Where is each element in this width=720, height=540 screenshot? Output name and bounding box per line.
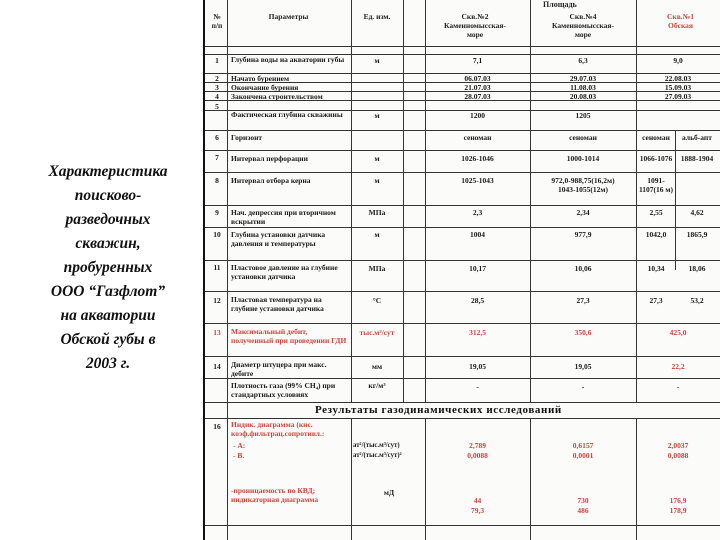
table-rule: [205, 378, 720, 379]
row-value-well1: 9,0: [673, 56, 683, 65]
row-number: 3: [215, 83, 219, 92]
row-value-well1: 176,9: [669, 496, 687, 505]
header-well2: Скв.№2 Каменномысская- море: [444, 12, 506, 39]
row-unit: °С: [372, 296, 382, 305]
row-value-well1-a: 1091-1107(16 м): [638, 176, 674, 194]
row-value-well4: 0,0001: [572, 451, 594, 460]
row-number: 2: [215, 74, 219, 83]
frame-line: [203, 0, 205, 540]
row-value-well1: 22.08.03: [664, 74, 692, 83]
row-unit-a: ат²/(тыс.м³/сут): [353, 442, 400, 449]
caption-line: Обской губы в: [60, 331, 156, 348]
table-rule: [205, 323, 720, 324]
table-rule: [205, 172, 720, 173]
row-value-well4: -: [581, 382, 585, 391]
row-value-well2: -: [476, 382, 479, 391]
row-value-well2: 10,17: [469, 264, 486, 273]
row-param: Окончание бурения: [231, 83, 299, 92]
row-value-well4: 10,06: [574, 264, 592, 273]
caption-line: Характеристика: [48, 163, 168, 180]
row-value-well2: 28.07.03: [464, 92, 491, 101]
row-param: Глубина установки датчика давления и температуры: [231, 230, 326, 248]
row-value-well1: -: [676, 382, 680, 391]
row-param: Интервал отбора керна: [231, 176, 311, 185]
row-value-well2: сеноман: [463, 133, 492, 142]
row-value-well2: 79,3: [470, 506, 485, 515]
table-rule: [205, 525, 720, 526]
row-number: 16: [213, 422, 221, 431]
header-param: Параметры: [268, 12, 309, 21]
table-rule: [205, 291, 720, 292]
row-value-well4: 1205: [575, 111, 591, 120]
scanned-table: [203, 0, 720, 540]
caption-line: 2003 г.: [85, 355, 131, 372]
row-number: 9: [215, 208, 219, 217]
row-value-well2: 19,05: [469, 362, 486, 371]
table-col-rule: [351, 418, 352, 540]
row-number: 1: [215, 56, 219, 65]
row-value-well4: 486: [577, 506, 589, 515]
row-param: Интервал перфорации: [231, 154, 308, 163]
row-unit-b: ат²/(тыс.м³/сут)²: [353, 452, 402, 459]
row-unit: тыс.м³/сут: [359, 328, 395, 337]
row-unit: кг/м³: [368, 381, 386, 390]
header-well1: Скв.№1 Обская: [667, 12, 694, 30]
table-rule: [205, 260, 720, 261]
row-param: Плотность газа (99% CH₄) при стандартных условиях: [231, 381, 336, 399]
table-top-header: Площадь: [543, 0, 577, 9]
row-unit: м: [374, 111, 380, 120]
table-rule: [205, 150, 720, 151]
row-number: 14: [213, 362, 221, 371]
row-number: 8: [215, 176, 219, 185]
row-value-well4: 27,3: [576, 296, 590, 305]
row-value-well2: 2,789: [469, 441, 486, 450]
caption-line: ООО “Газфлот”: [50, 283, 166, 300]
row-param: Горизонт: [231, 133, 263, 142]
caption-line: скважин,: [75, 235, 141, 252]
row-value-well1-a: 27,3: [649, 296, 663, 305]
row-value-well1-a: 10,34: [647, 264, 665, 273]
row-param: Диаметр штуцера при макс. дебите: [231, 360, 327, 378]
table-col-rule: [425, 418, 426, 540]
header-well4: Скв.№4 Каменномысская- море: [552, 12, 614, 39]
row-param: Пластовая температура на глубине установки датчика: [231, 295, 324, 313]
row-value-well2: 44: [473, 496, 482, 505]
row-number: 13: [213, 328, 221, 337]
row-unit: м: [374, 176, 380, 185]
row-value-well1: 15.09.03: [664, 83, 692, 92]
row-value-well2: 7,1: [472, 56, 483, 65]
row-param: Пластовое давление на глубине установки датчика: [231, 263, 338, 281]
results-title: Результаты газодинамических исследований: [315, 404, 562, 416]
row-value-well4: 977,9: [574, 230, 592, 239]
caption-line: поисково-: [74, 187, 142, 204]
table-rule: [205, 402, 720, 403]
row-param: Глубина воды на акватории губы: [231, 55, 345, 64]
row-value-well1-b: альб-апт: [682, 133, 712, 142]
caption-line: на акватории: [60, 307, 156, 324]
row-param: Нач. депрессия при вторичном вскрытии: [231, 208, 336, 226]
row-value-well1-b: 4,62: [690, 208, 704, 217]
row-number: 5: [215, 102, 219, 111]
row-value-well1: 0,0088: [667, 451, 689, 460]
row-number: 12: [213, 296, 221, 305]
row-value-well1: 27.09.03: [664, 92, 692, 101]
table-col-rule: [351, 0, 352, 402]
row-number: 11: [213, 263, 221, 272]
row-value-well4: 730: [577, 496, 589, 505]
row-param-b: - В.: [233, 451, 245, 460]
row-value-well2: 0,0088: [467, 451, 488, 460]
row-value-well2: 06.07.03: [464, 74, 491, 83]
table-col-rule: [403, 0, 404, 402]
table-rule: [205, 205, 720, 206]
row-value-well4: 29.07.03: [569, 74, 597, 83]
table-col-rule: [675, 130, 676, 270]
row-param-a: - А:: [233, 441, 246, 450]
row-value-well4: 11.08.03: [570, 83, 596, 92]
row-value-well4: 350,6: [574, 328, 592, 337]
row-number: 4: [215, 92, 219, 101]
row-value-well1: 178,9: [669, 506, 687, 515]
row-number: 7: [215, 153, 219, 162]
table-rule: [205, 130, 720, 131]
row-value-well4: 2,34: [576, 208, 590, 217]
row-number: 6: [215, 133, 219, 142]
row-value-well4: 0,6157: [572, 441, 594, 450]
row-value-well2: 28,5: [470, 296, 485, 305]
row-param: Максимальный дебит, полученный при проведении ГДИ: [231, 327, 347, 345]
row-value-well1-a: 2,55: [649, 208, 663, 217]
row-value-well1-b: 1888-1904: [680, 154, 714, 163]
caption-line: пробуренных: [63, 259, 153, 276]
table-rule: [205, 227, 720, 228]
caption-line: разведочных: [65, 211, 151, 228]
row-param: Начато бурением: [231, 74, 290, 83]
row-param: -проницаемость по КВД; индикаторная диаграмма: [231, 486, 319, 504]
row-unit: МПа: [368, 264, 386, 273]
row-value-well1-b: 18,06: [688, 264, 706, 273]
row-unit: мм: [371, 362, 383, 371]
row-number: 10: [213, 230, 221, 239]
row-value-well2: 2,3: [472, 208, 483, 217]
row-value-well4: 972,0-988,75(16,2м) 1043-1055(12м): [551, 176, 615, 194]
row-value-well1-a: 1066-1076: [639, 154, 673, 163]
row-value-well1: 425,0: [669, 328, 687, 337]
slide-caption: [22, 160, 194, 376]
row-value-well2: 21.07.03: [464, 83, 491, 92]
row-value-well2: 1026-1046: [461, 154, 494, 163]
row-value-well2: 1004: [470, 230, 485, 239]
row-unit: м: [374, 230, 380, 239]
row-value-well1-a: сеноман: [642, 133, 670, 142]
row-value-well1-b: 53,2: [690, 296, 704, 305]
row-value-well4: 1000-1014: [566, 154, 600, 163]
row-value-well4: 6,3: [578, 56, 588, 65]
row-unit: м: [374, 56, 380, 65]
row-value-well1-b: 1865,9: [686, 230, 708, 239]
header-unit: Ед. изм.: [363, 12, 391, 21]
row-value-well2: 312,5: [469, 328, 486, 337]
row-unit: МПа: [368, 208, 386, 217]
row-param: Индик. диаграмма (кнс. коэф.фильтрац.сопротивл.:: [231, 420, 325, 438]
row-value-well2: 1200: [470, 111, 485, 120]
row-value-well4: сеноман: [569, 133, 597, 142]
row-value-well1-a: 1042,0: [645, 230, 667, 239]
row-value-well1: 22,2: [671, 362, 685, 371]
table-col-rule: [530, 418, 531, 540]
row-value-well2: 1025-1043: [461, 176, 494, 185]
row-value-well4: 19,05: [574, 362, 592, 371]
table-rule: [205, 356, 720, 357]
table-col-rule: [636, 418, 637, 540]
table-col-rule: [227, 0, 228, 540]
row-unit: м: [374, 154, 380, 163]
row-param: Закончена строительством: [231, 92, 323, 101]
row-param: Фактическая глубина скважины: [231, 110, 343, 119]
header-num: № п/п: [211, 12, 223, 30]
table-rule: [205, 46, 720, 47]
row-unit: мД: [383, 488, 395, 497]
row-value-well4: 20.08.03: [569, 92, 597, 101]
row-value-well1: 2,0037: [667, 441, 689, 450]
table-rule: [205, 418, 720, 419]
